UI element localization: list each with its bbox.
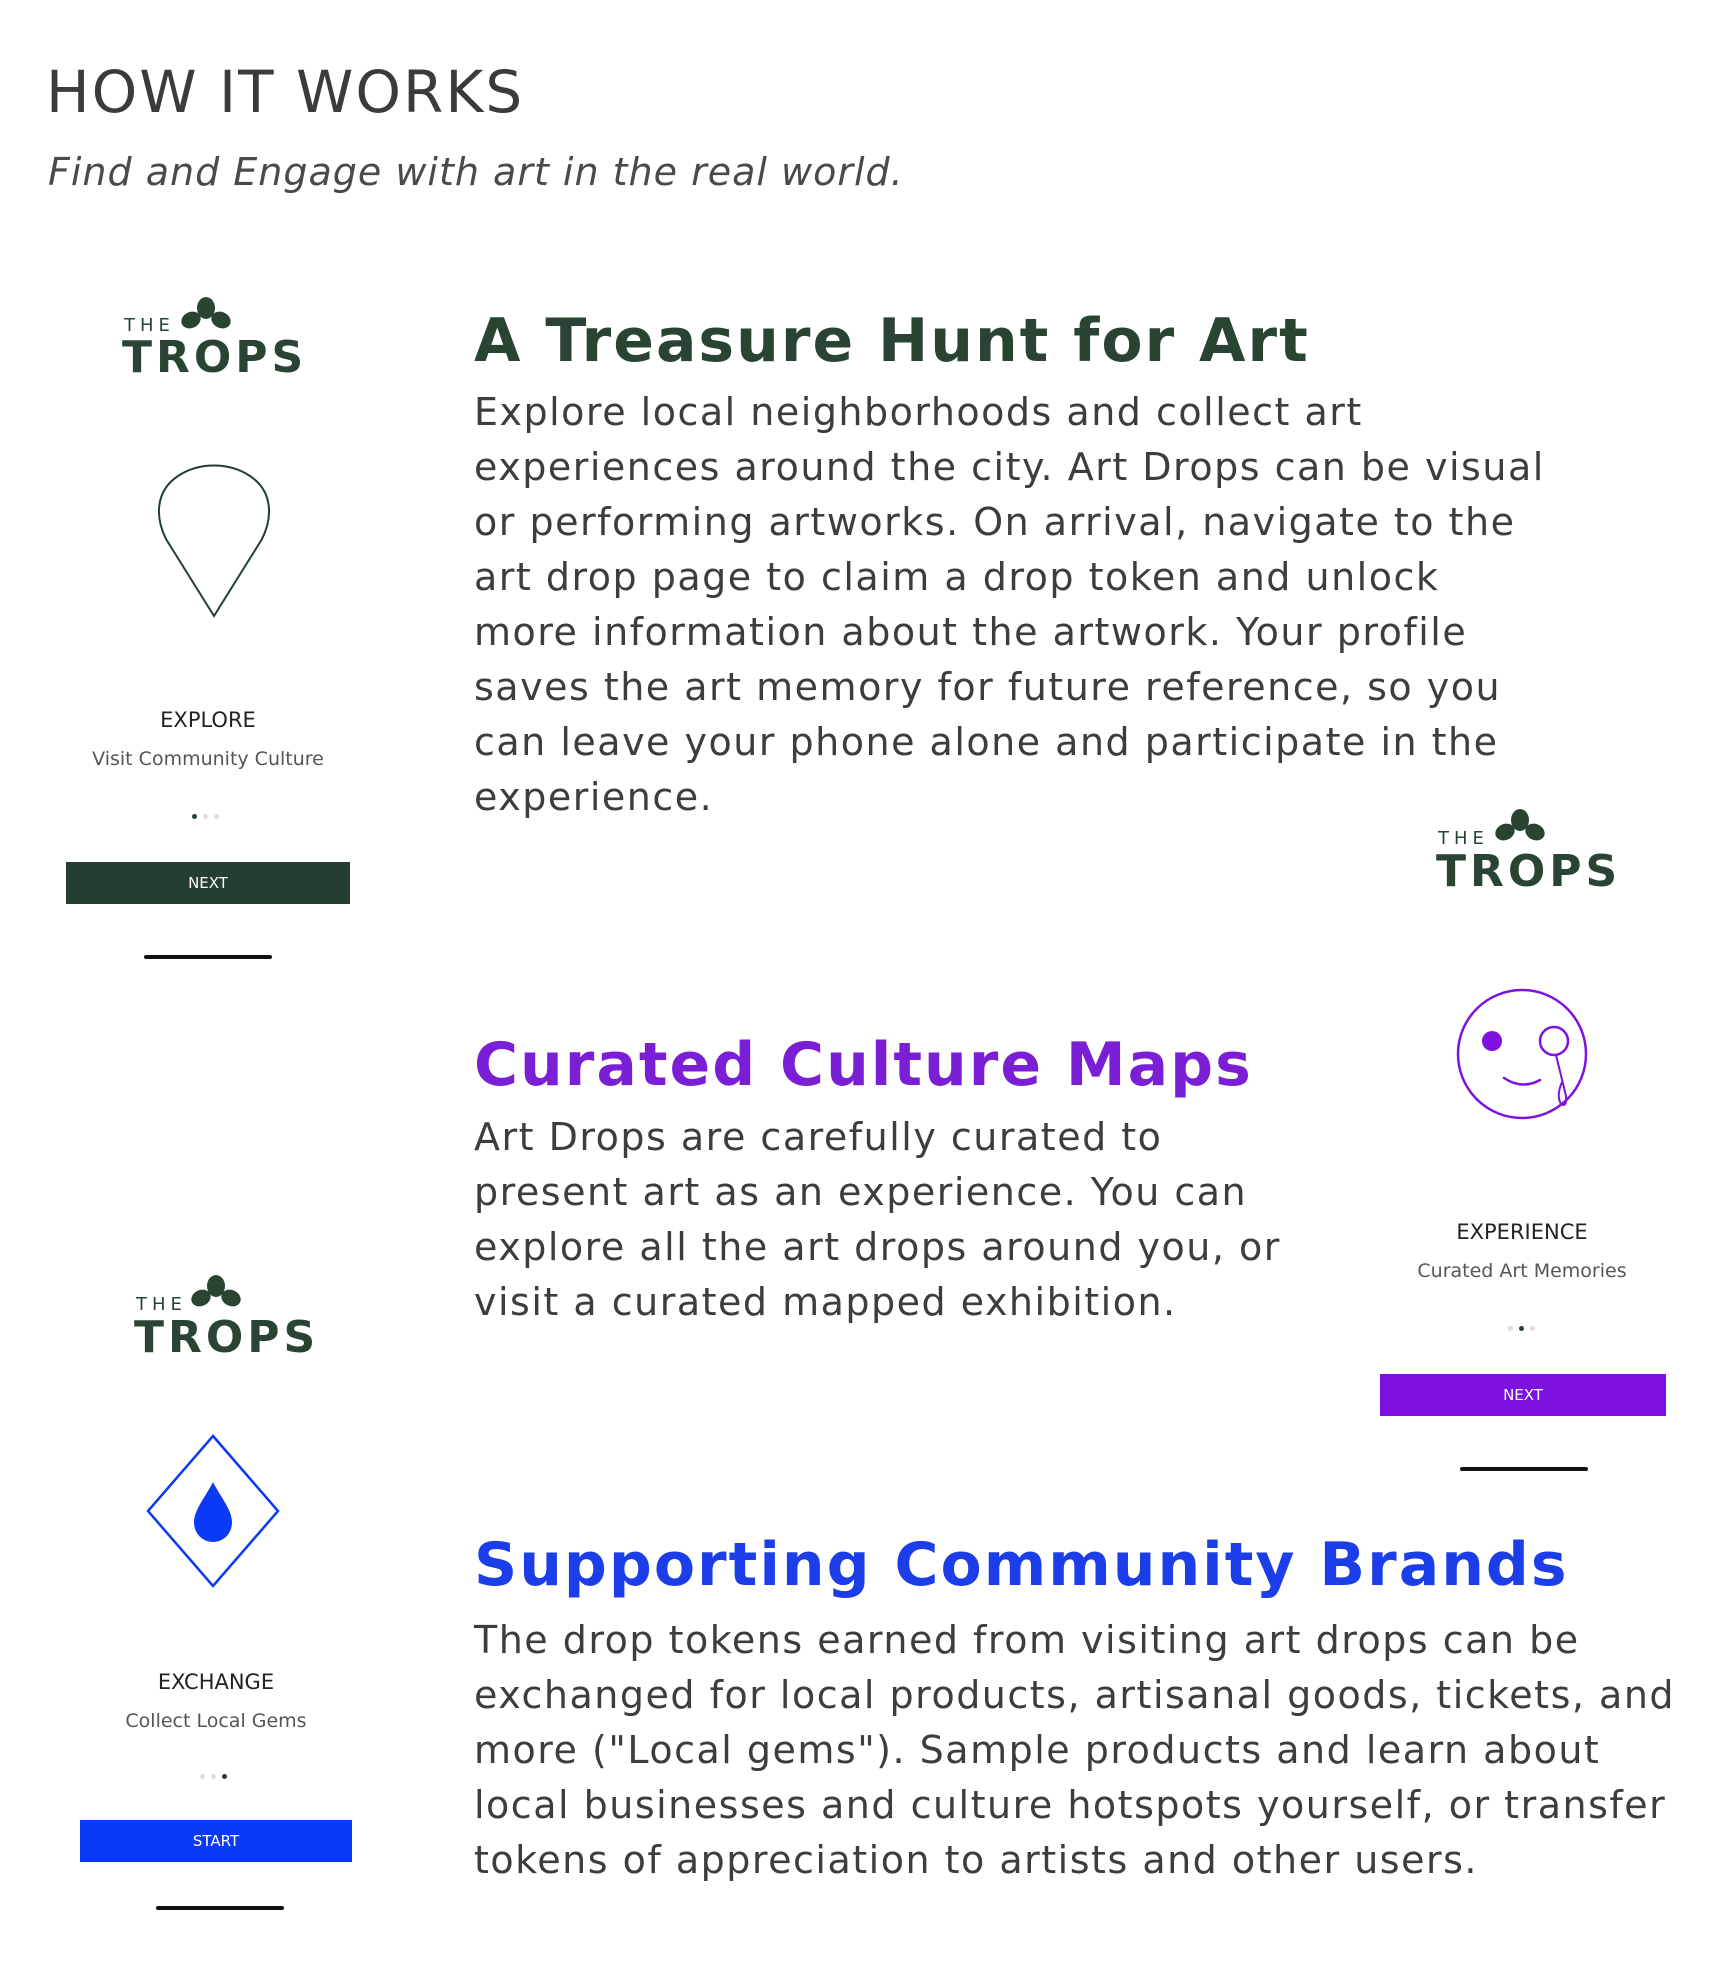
section-body-culture-maps: Art Drops are carefully curated to present art as an experience. You can explore all the art drops around you, or visit a curated mapped exhibition. bbox=[474, 1115, 1281, 1324]
screen-label: EXPERIENCE bbox=[1456, 1220, 1588, 1244]
logo-the-text: THE bbox=[136, 1294, 187, 1315]
screen-label: EXPLORE bbox=[160, 708, 256, 732]
logo-trops-text: TROPS bbox=[122, 332, 308, 383]
page-dot bbox=[214, 814, 219, 819]
map-pin-icon bbox=[154, 464, 274, 624]
page-dot bbox=[1508, 1326, 1513, 1331]
section-title-culture-maps: Curated Culture Maps bbox=[474, 1030, 1253, 1100]
drops-logo-icon bbox=[1494, 808, 1546, 844]
section-body-treasure-hunt: Explore local neighborhoods and collect art experiences around the city. Art Drops can be visual or performing artworks. On arrival, navigate to the art drop page to claim a drop token and unlock more information about the artwork. Your profile saves the art memory for future reference, so you can leave your phone alone and participate in the experience. bbox=[474, 390, 1545, 819]
screen-sublabel: Collect Local Gems bbox=[125, 1710, 307, 1732]
page-title: HOW IT WORKS bbox=[46, 58, 525, 126]
diamond-drop-icon bbox=[146, 1434, 280, 1588]
phone-screen-explore bbox=[60, 280, 360, 980]
monocle-face-icon bbox=[1456, 986, 1606, 1126]
home-indicator bbox=[156, 1906, 284, 1910]
start-button[interactable]: START bbox=[80, 1820, 352, 1862]
page-dot bbox=[203, 814, 208, 819]
page-dot bbox=[200, 1774, 205, 1779]
page-dot-active bbox=[192, 814, 197, 819]
drops-logo-icon bbox=[190, 1274, 242, 1310]
section-body-community-brands: The drop tokens earned from visiting art drops can be exchanged for local products, artisanal goods, tickets, and more ("Local gems"). Sample products and learn about local businesses and culture hotspots yourself, or transfer tokens of appreciation to artists and other users. bbox=[474, 1618, 1676, 1882]
section-title-community-brands: Supporting Community Brands bbox=[474, 1530, 1569, 1600]
screen-label: EXCHANGE bbox=[157, 1670, 275, 1694]
next-button[interactable]: NEXT bbox=[1380, 1374, 1666, 1416]
page-dot bbox=[1530, 1326, 1535, 1331]
page-dot bbox=[211, 1774, 216, 1779]
drops-logo-icon bbox=[180, 296, 232, 332]
logo-trops-text: TROPS bbox=[1436, 846, 1622, 897]
home-indicator bbox=[1460, 1467, 1588, 1471]
logo-the-text: THE bbox=[124, 315, 175, 336]
page-dot-active bbox=[1519, 1326, 1524, 1331]
home-indicator bbox=[144, 955, 272, 959]
section-title-treasure-hunt: A Treasure Hunt for Art bbox=[474, 306, 1310, 376]
logo-trops-text: TROPS bbox=[134, 1312, 320, 1363]
phone-screen-exchange bbox=[66, 1260, 366, 1920]
next-button[interactable]: NEXT bbox=[66, 862, 350, 904]
page-dot-active bbox=[222, 1774, 227, 1779]
page-subtitle: Find and Engage with art in the real world. bbox=[48, 150, 904, 194]
phone-screen-experience bbox=[1370, 790, 1680, 1490]
screen-sublabel: Curated Art Memories bbox=[1417, 1260, 1627, 1282]
logo-the-text: THE bbox=[1438, 828, 1489, 849]
screen-sublabel: Visit Community Culture bbox=[92, 748, 324, 770]
